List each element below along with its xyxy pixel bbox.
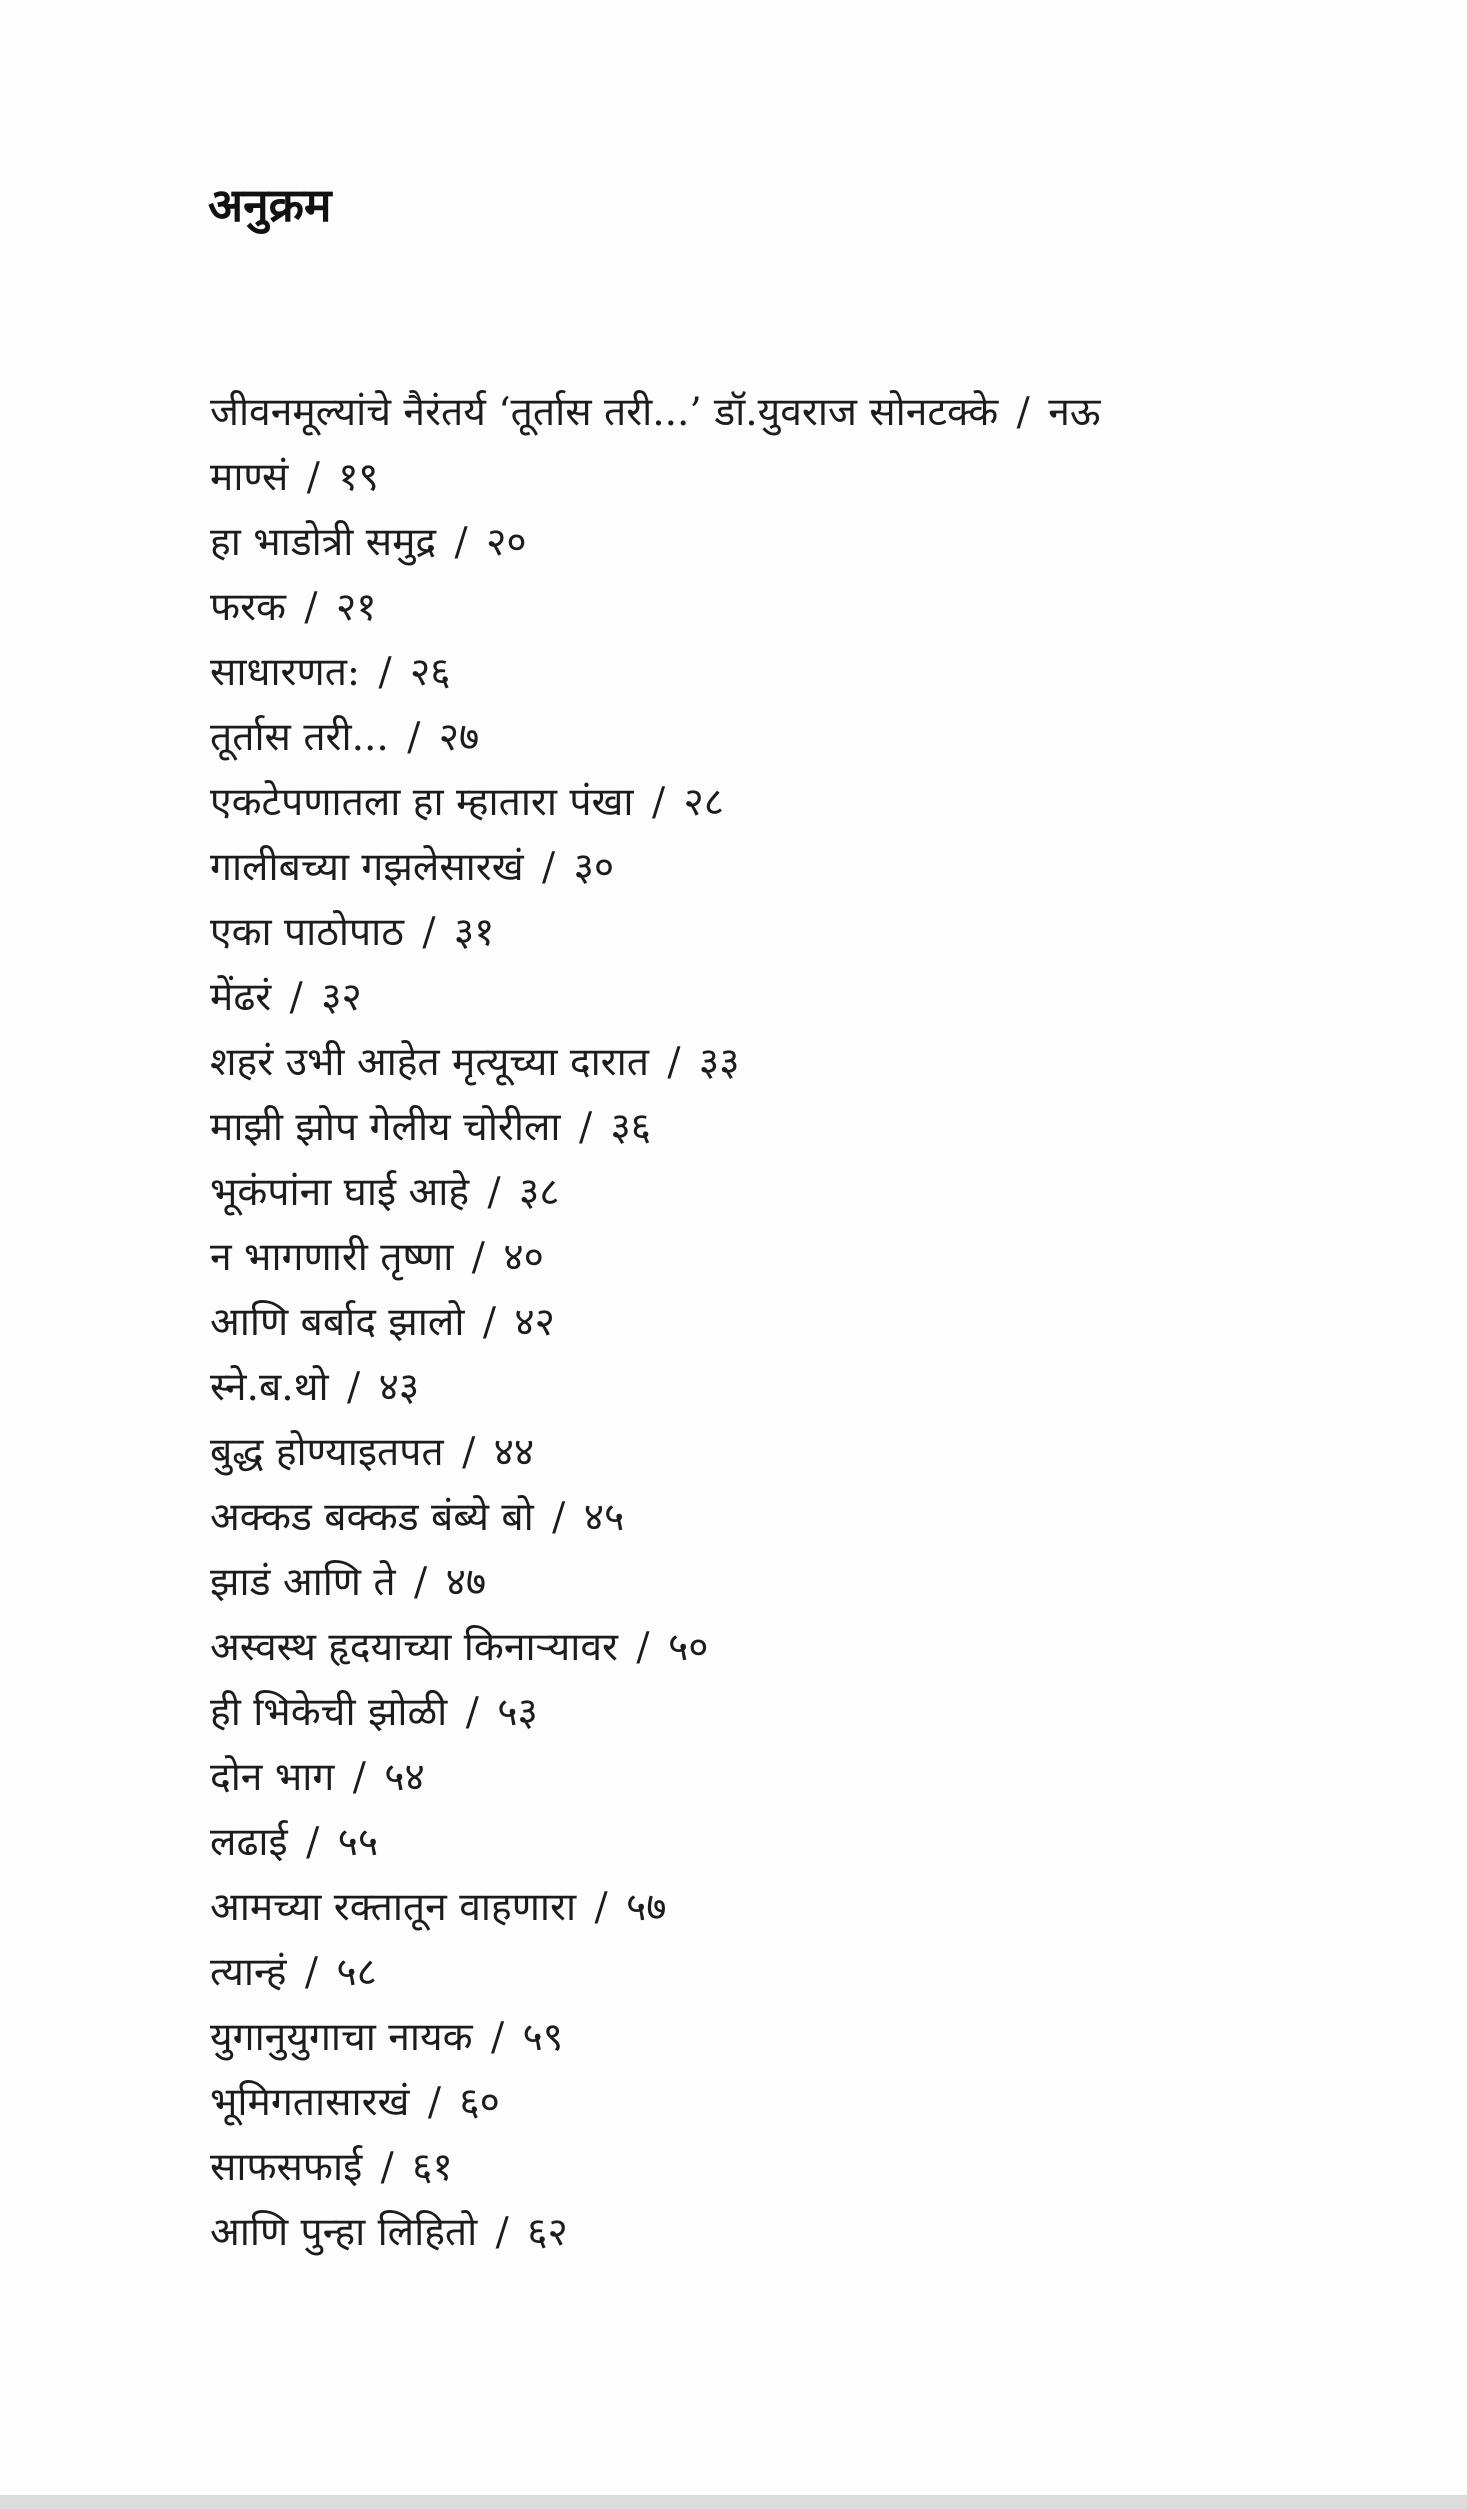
toc-entry [210,835,1210,900]
toc-entry-separator: / [636,1625,650,1670]
toc-entry-separator: / [594,1885,608,1930]
toc-entry-title: एकटेपणातला हा म्हातारा पंखा [210,780,634,825]
toc-entry [210,510,1210,575]
toc-entry-title: साधारणत: [210,650,361,695]
toc-entry-title: अस्वस्थ हृदयाच्या किनाऱ्यावर [210,1625,619,1670]
toc-entry-page-number: ५९ [522,2015,564,2060]
toc-entry-separator: / [289,975,303,1020]
toc-entry-separator: / [552,1495,566,1540]
toc-entry-title: बुद्ध होण्याइतपत [210,1430,444,1475]
toc-entry-page-number: ३३ [698,1040,740,1085]
toc-entry-page-number: ४२ [514,1300,555,1345]
toc-entry-separator: / [422,910,436,955]
toc-entry-title: भूकंपांना घाई आहे [210,1170,470,1215]
toc-entry-title: माझी झोप गेलीय चोरीला [210,1105,561,1150]
toc-entry [210,445,1210,510]
toc-entry-separator: / [578,1105,593,1150]
toc-entry-page-number: २० [486,520,527,565]
toc-entry-title: आणि बर्बाद झालो [210,1300,465,1345]
toc-entry-title: आणि पुन्हा लिहितो [210,2210,478,2255]
toc-entry [210,1745,1210,1810]
toc-entry-page-number: ४३ [378,1365,420,1410]
toc-entry-title: साफसफाई [210,2145,363,2190]
toc-entry-page-number: ५५ [337,1820,379,1865]
toc-entry-title: स्ने.ब.थो [210,1365,329,1410]
toc-entry-title: एका पाठोपाठ [210,910,404,955]
toc-entry-page-number: ६१ [412,2145,453,2190]
toc-entry-page-number: ४७ [445,1560,487,1605]
toc-entry-title: त्यान्हं [210,1950,287,1995]
toc-entry-title: दोन भाग [210,1755,335,1800]
toc-entry-separator: / [471,1235,485,1280]
toc-entry-separator: / [304,1950,318,1995]
toc-entry-page-number: ६० [459,2080,500,2125]
toc-entry [210,1225,1210,1290]
toc-entry-separator: / [495,2210,509,2255]
toc-entry-title: ही भिकेची झोळी [210,1690,448,1735]
toc-entry [210,1875,1210,1940]
toc-entry-page-number: २८ [683,780,725,825]
toc-entry [210,1420,1210,1485]
toc-entry-separator: / [380,2145,394,2190]
toc-entry-page-number: ५० [667,1625,709,1670]
toc-entry-page-number: १९ [338,455,379,500]
toc-entry-page-number: ४४ [493,1430,535,1475]
toc-entry-page-number: ४० [503,1235,544,1280]
toc-entry-title: फरक [210,585,286,630]
toc-entry-separator: / [407,715,421,760]
toc-entry [210,2200,1210,2265]
toc-entry [210,965,1210,1030]
toc-entry-page-number: ३८ [518,1170,560,1215]
table-of-contents [210,380,1210,2265]
toc-entry-page-number: २६ [410,650,451,695]
toc-entry-title: शहरं उभी आहेत मृत्यूच्या दारात [210,1040,649,1085]
toc-entry-title: माण्सं [210,455,289,500]
toc-entry-page-number: ३६ [610,1105,652,1150]
toc-entry [210,900,1210,965]
toc-entry [210,2070,1210,2135]
toc-entry-separator: / [1016,390,1030,435]
toc-entry [210,1810,1210,1875]
toc-entry-separator: / [347,1365,361,1410]
toc-entry-separator: / [491,2015,505,2060]
toc-entry-separator: / [667,1040,681,1085]
page-bottom-edge [0,2495,1467,2509]
toc-entry [210,1615,1210,1680]
toc-entry-page-number: २१ [335,585,377,630]
toc-entry-separator: / [454,520,468,565]
toc-entry [210,705,1210,770]
toc-entry-title: अक्कड बक्कड बंब्ये बो [210,1495,534,1540]
toc-entry-page-number: नऊ [1048,390,1101,435]
toc-entry-title: लढाई [210,1820,288,1865]
toc-entry-page-number: ३१ [453,910,495,955]
toc-entry-page-number: ५३ [497,1690,538,1735]
toc-entry [210,1940,1210,2005]
toc-entry-page-number: ५७ [626,1885,667,1930]
toc-entry [210,1290,1210,1355]
toc-entry [210,1355,1210,1420]
toc-entry-title: भूमिगतासारखं [210,2080,410,2125]
toc-entry-separator: / [304,585,318,630]
toc-entry-title: युगानुयुगाचा नायक [210,2015,473,2060]
toc-entry [210,1160,1210,1225]
toc-entry-separator: / [306,1820,320,1865]
toc-entry [210,640,1210,705]
toc-entry-separator: / [414,1560,428,1605]
toc-entry-title: झाडं आणि ते [210,1560,396,1605]
toc-entry-title: आमच्या रक्तातून वाहणारा [210,1885,577,1930]
toc-entry-title: तूर्तास तरी... [210,715,389,760]
toc-entry-title: मेंढरं [210,975,272,1020]
toc-entry-title: गालीबच्या गझलेसारखं [210,845,524,890]
toc-entry [210,2135,1210,2200]
toc-entry-page-number: ६२ [527,2210,568,2255]
toc-entry [210,575,1210,640]
toc-entry-page-number: २७ [438,715,480,760]
toc-entry-page-number: ५४ [384,1755,425,1800]
toc-entry-separator: / [462,1430,476,1475]
toc-entry [210,1485,1210,1550]
toc-entry [210,1030,1210,1095]
toc-entry-separator: / [482,1300,496,1345]
toc-entry-title: न भागणारी तृष्णा [210,1235,454,1280]
toc-entry-separator: / [352,1755,366,1800]
toc-entry-title: हा भाडोत्री समुद्र [210,520,437,565]
toc-entry [210,1095,1210,1160]
toc-entry-separator: / [487,1170,501,1215]
toc-entry-separator: / [378,650,392,695]
toc-entry [210,1680,1210,1745]
toc-entry-page-number: ५८ [336,1950,377,1995]
toc-entry-page-number: ३० [573,845,615,890]
toc-entry-separator: / [427,2080,441,2125]
toc-entry [210,1550,1210,1615]
toc-entry-title: जीवनमूल्यांचे नैरंतर्य ‘तूर्तास तरी...’ डॉ.युवराज सोनटक्के [210,390,999,435]
toc-entry-separator: / [651,780,666,825]
toc-entry-page-number: ३२ [321,975,362,1020]
toc-entry [210,380,1210,445]
toc-entry-separator: / [542,845,556,890]
toc-entry [210,770,1210,835]
toc-entry-page-number: ४५ [583,1495,625,1540]
toc-entry-separator: / [465,1690,479,1735]
toc-entry-separator: / [306,455,320,500]
toc-entry [210,2005,1210,2070]
contents-heading: अनुक्रम [208,178,332,232]
